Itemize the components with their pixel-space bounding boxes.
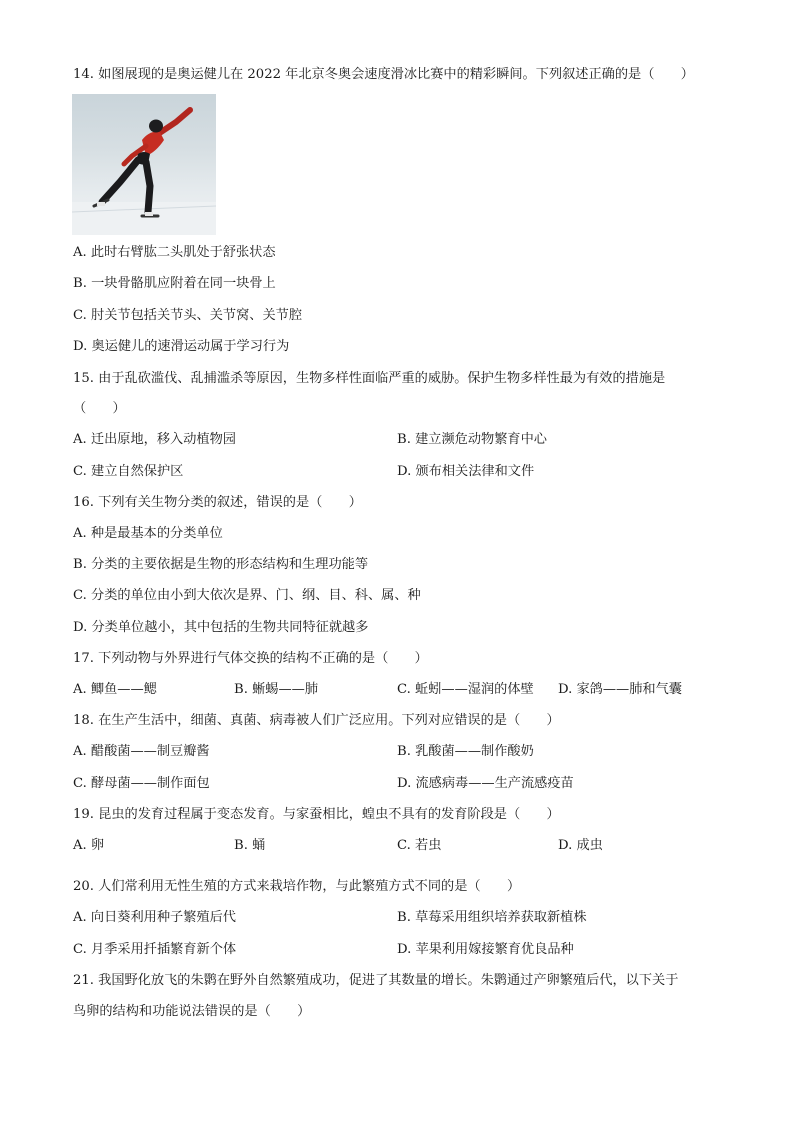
question-17-option-a: A. 鲫鱼——鳃 <box>73 682 157 697</box>
question-14-option-d: D. 奥运健儿的速滑运动属于学习行为 <box>73 339 290 354</box>
question-16-option-c: C. 分类的单位由小到大依次是界、门、纲、目、科、属、种 <box>73 588 421 603</box>
question-17-option-b: B. 蜥蜴——肺 <box>234 682 319 697</box>
question-17-option-c: C. 蚯蚓——湿润的体壁 <box>397 682 534 697</box>
question-19-option-b: B. 蛹 <box>234 838 266 853</box>
question-20-option-b: B. 草莓采用组织培养获取新植株 <box>397 910 587 925</box>
question-21-stem-cont: 鸟卵的结构和功能说法错误的是（ ） <box>73 1004 311 1019</box>
question-18-stem: 18. 在生产生活中，细菌、真菌、病毒被人们广泛应用。下列对应错误的是（ ） <box>73 713 560 728</box>
speed-skater-illustration <box>72 94 216 235</box>
question-14-stem: 14. 如图展现的是奥运健儿在 2022 年北京冬奥会速度滑冰比赛中的精彩瞬间。下列叙述正确的是（ ） <box>73 67 694 82</box>
question-15-option-a: A. 迁出原地，移入动植物园 <box>73 432 236 447</box>
question-16-option-b: B. 分类的主要依据是生物的形态结构和生理功能等 <box>73 557 369 572</box>
question-16-stem: 16. 下列有关生物分类的叙述，错误的是（ ） <box>73 495 362 510</box>
question-18-option-a: A. 醋酸菌——制豆瓣酱 <box>73 744 210 759</box>
question-19-option-d: D. 成虫 <box>558 838 603 853</box>
question-20-option-c: C. 月季采用扦插繁育新个体 <box>73 942 237 957</box>
question-18-option-b: B. 乳酸菌——制作酸奶 <box>397 744 534 759</box>
question-18-option-d: D. 流感病毒——生产流感疫苗 <box>397 776 574 791</box>
question-20-option-d: D. 苹果利用嫁接繁育优良品种 <box>397 942 574 957</box>
speed-skater-photo <box>72 94 216 235</box>
question-14-option-b: B. 一块骨骼肌应附着在同一块骨上 <box>73 276 276 291</box>
question-21-stem: 21. 我国野化放飞的朱鹮在野外自然繁殖成功，促进了其数量的增长。朱鹮通过产卵繁殖后代，以下关于 <box>73 973 679 988</box>
question-14-option-c: C. 肘关节包括关节头、关节窝、关节腔 <box>73 308 303 323</box>
question-19-option-c: C. 若虫 <box>397 838 442 853</box>
question-17-option-d: D. 家鸽——肺和气囊 <box>558 682 682 697</box>
question-18-option-c: C. 酵母菌——制作面包 <box>73 776 210 791</box>
question-20-option-a: A. 向日葵利用种子繁殖后代 <box>73 910 236 925</box>
question-15-option-c: C. 建立自然保护区 <box>73 464 184 479</box>
question-16-option-a: A. 种是最基本的分类单位 <box>73 526 223 541</box>
question-17-stem: 17. 下列动物与外界进行气体交换的结构不正确的是（ ） <box>73 651 428 666</box>
question-15-stem: 15. 由于乱砍滥伐、乱捕滥杀等原因，生物多样性面临严重的威胁。保护生物多样性最为有效的措施是 <box>73 371 666 386</box>
question-14-option-a: A. 此时右臂肱二头肌处于舒张状态 <box>73 245 276 260</box>
question-15-option-d: D. 颁布相关法律和文件 <box>397 464 535 479</box>
question-16-option-d: D. 分类单位越小，其中包括的生物共同特征就越多 <box>73 620 369 635</box>
question-20-stem: 20. 人们常利用无性生殖的方式来栽培作物，与此繁殖方式不同的是（ ） <box>73 879 521 894</box>
question-19-option-a: A. 卵 <box>73 838 105 853</box>
question-19-stem: 19. 昆虫的发育过程属于变态发育。与家蚕相比，蝗虫不具有的发育阶段是（ ） <box>73 807 560 822</box>
question-15-option-b: B. 建立濒危动物繁育中心 <box>397 432 547 447</box>
question-15-stem-cont: （ ） <box>73 401 126 416</box>
